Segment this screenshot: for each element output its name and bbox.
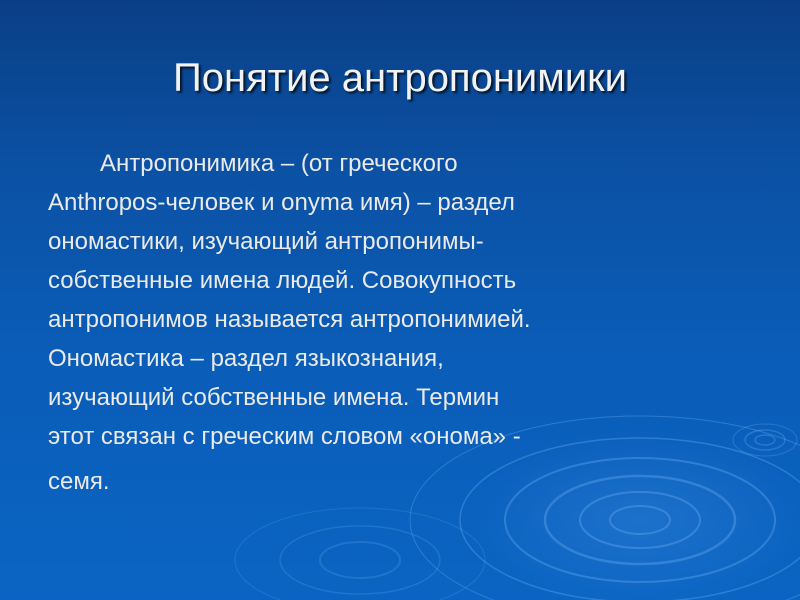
slide-title: Понятие антропонимики — [173, 56, 627, 100]
text-line: изучающий собственные имена. Термин — [48, 384, 500, 411]
text-line: этот связан с греческим словом «онома» - — [48, 423, 521, 450]
text-line: ономастики, изучающий антропонимы- — [48, 228, 484, 255]
text-line: Anthropos-человек и onyma имя) – раздел — [48, 189, 515, 216]
text-line: Антропонимика – (от греческого — [100, 150, 458, 177]
text-line: семя. — [48, 468, 110, 495]
text-line: Ономастика – раздел языкознания, — [48, 345, 444, 372]
slide-body-text — [48, 144, 608, 501]
text-line: собственные имена людей. Совокупность — [48, 267, 517, 294]
text-line: антропонимов называется антропонимией. — [48, 306, 531, 333]
